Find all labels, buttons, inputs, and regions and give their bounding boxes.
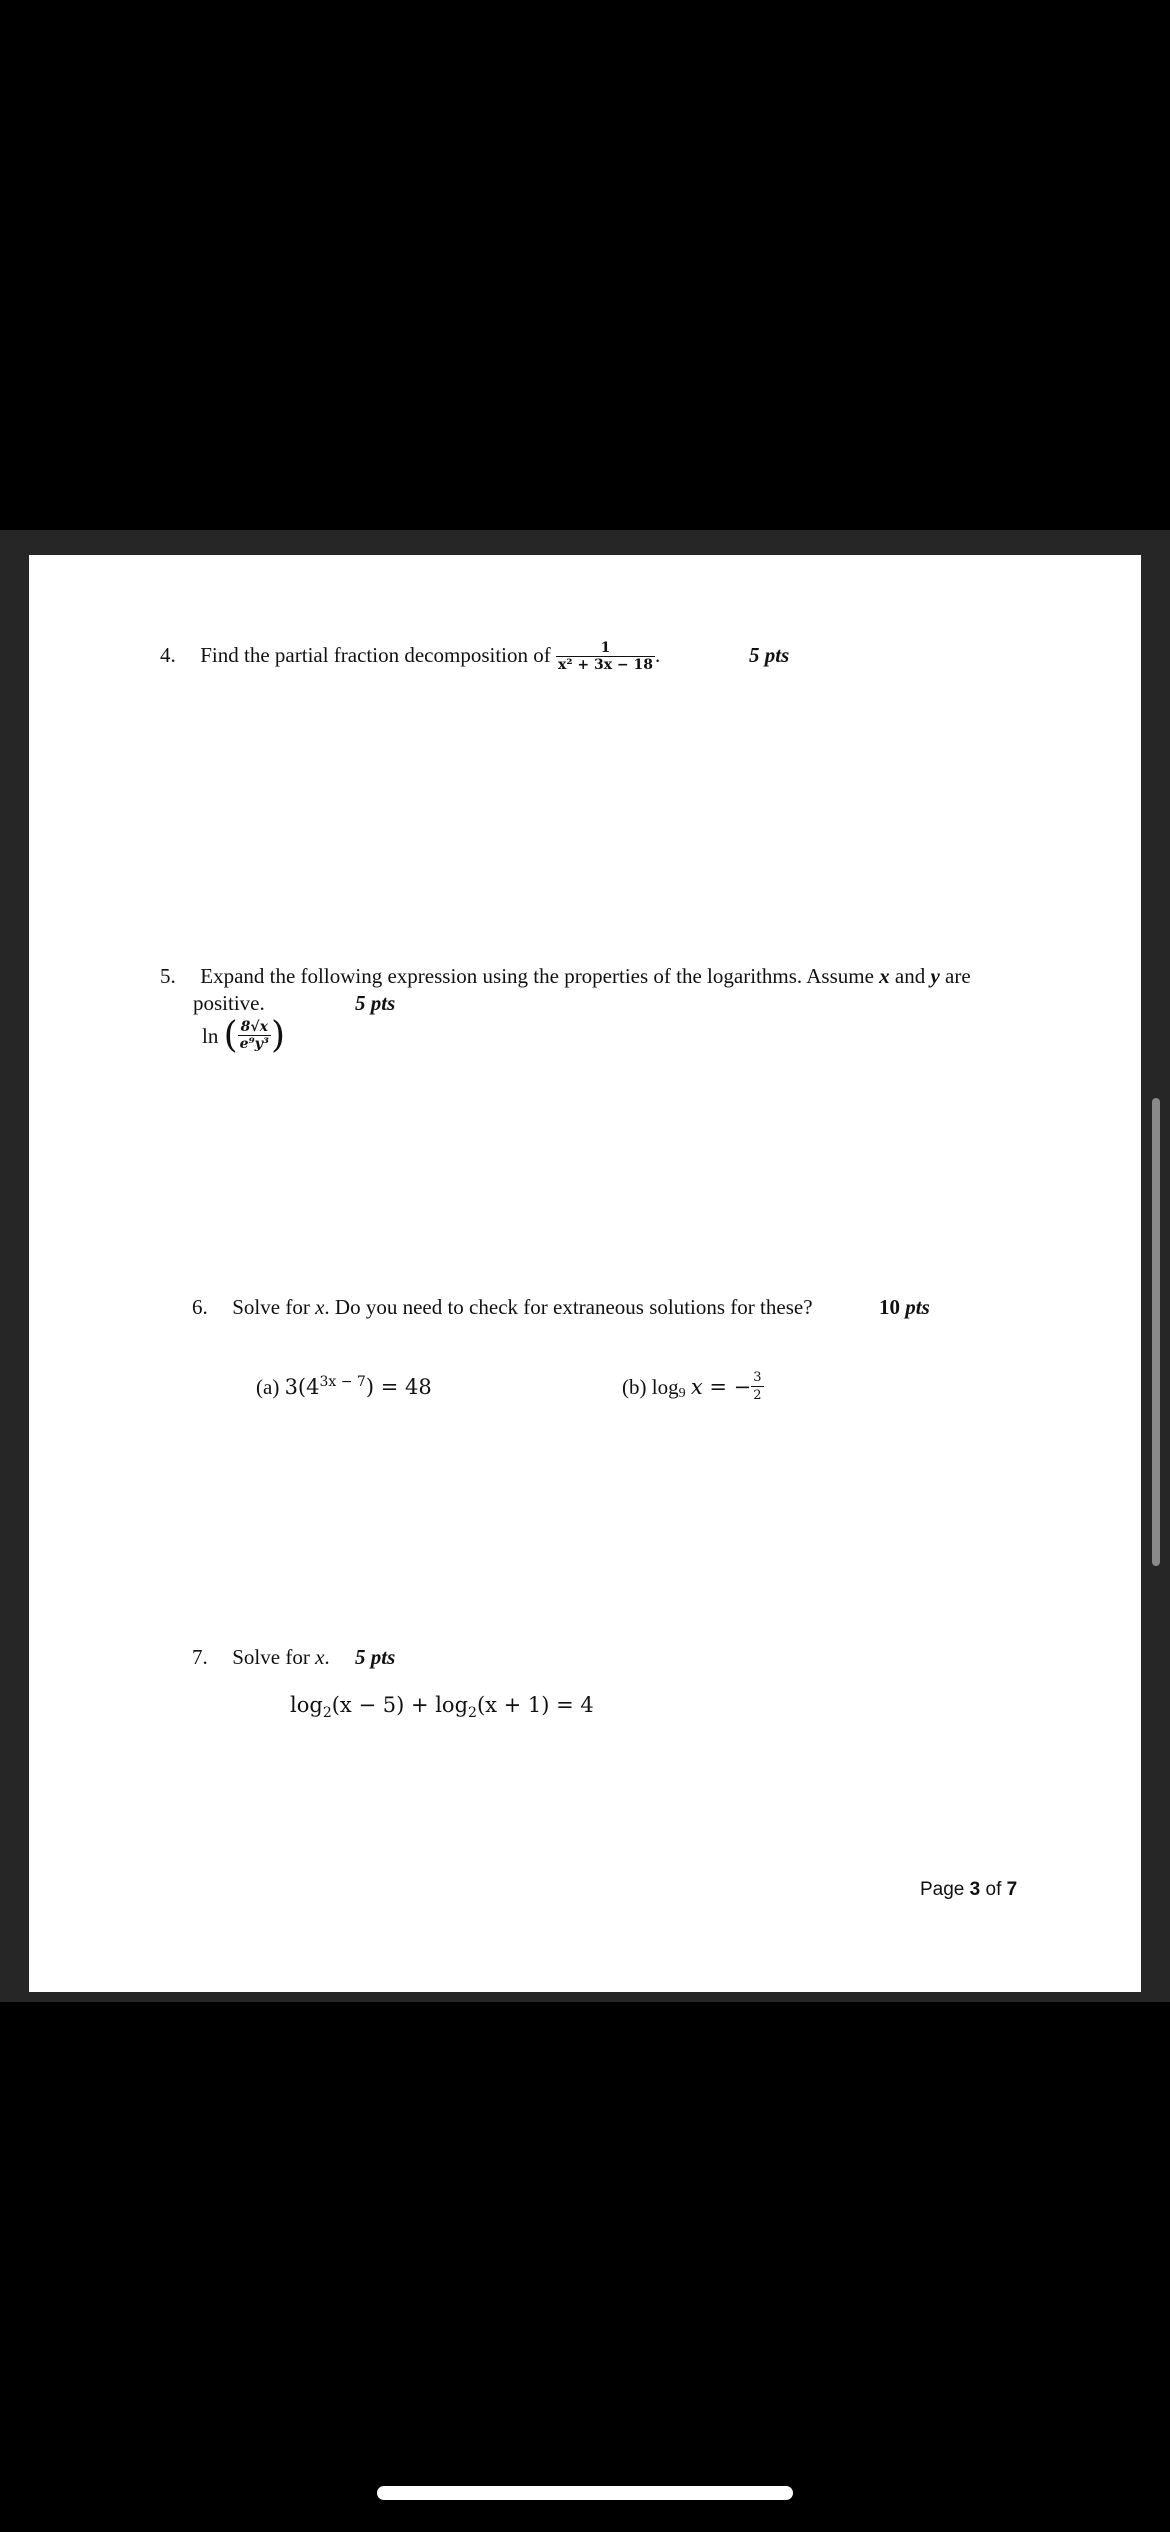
question-5 <box>160 963 971 989</box>
document-page <box>29 555 1141 1992</box>
eq-log-2: log <box>435 1693 469 1717</box>
part-a-exponent: 3x − 7 <box>319 1374 366 1390</box>
question-7-points: 5 pts <box>355 1645 396 1669</box>
question-4 <box>160 640 660 674</box>
question-5-var-y: y <box>930 964 940 988</box>
question-4-fraction <box>556 640 655 674</box>
question-4-points: 5 pts <box>749 643 790 667</box>
question-7-text-pre: Solve for <box>232 1645 316 1669</box>
question-5-points: 5 pts <box>355 991 396 1015</box>
eq-base-2: 2 <box>468 1705 477 1722</box>
question-4-numerator: 1 <box>600 640 611 656</box>
part-a-base: 3(4 <box>284 1375 320 1399</box>
question-7-equation <box>290 1692 594 1722</box>
question-6-number: 6. <box>192 1295 208 1319</box>
footer-of-word: of <box>985 1879 1002 1900</box>
question-7 <box>192 1644 330 1670</box>
question-6-points-unit: pts <box>905 1295 930 1319</box>
question-5-and: and <box>889 964 931 988</box>
question-5-number: 5. <box>160 964 176 988</box>
question-4-denominator: x² + 3x − 18 <box>558 657 654 673</box>
question-6-part-a-expression <box>285 1375 432 1399</box>
question-6-points-number: 10 <box>879 1295 900 1319</box>
question-4-text: Find the partial fraction decomposition of <box>200 642 551 667</box>
part-b-denominator: 2 <box>753 1388 762 1403</box>
footer-page-word: Page <box>920 1879 965 1900</box>
question-6 <box>192 1294 813 1320</box>
question-6-part-b-var: x <box>690 1375 703 1399</box>
question-5-denominator: e⁹y³ <box>239 1036 269 1052</box>
question-5-numerator: 8√x <box>240 1019 268 1035</box>
question-6-part-b-base: 9 <box>678 1386 686 1401</box>
home-indicator[interactable] <box>377 2486 793 2500</box>
question-4-period: . <box>655 642 661 667</box>
question-4-number: 4. <box>160 642 176 667</box>
question-5-text-pre: Expand the following expression using the properties of the logarithms. Assume <box>200 964 880 988</box>
question-7-number: 7. <box>192 1645 208 1669</box>
part-a-rest: ) = 48 <box>365 1375 432 1399</box>
question-6-part-a-label: (a) <box>256 1375 280 1399</box>
question-5-text-post: are <box>939 964 971 988</box>
right-paren-icon: ) <box>270 1015 285 1056</box>
footer-total-pages: 7 <box>1006 1879 1018 1900</box>
part-b-numerator: 3 <box>753 1370 762 1385</box>
left-paren-icon: ( <box>223 1015 238 1056</box>
question-5-ln: ln <box>202 1024 219 1048</box>
footer-current-page: 3 <box>969 1879 981 1900</box>
vertical-scrollbar[interactable] <box>1152 1098 1160 1566</box>
question-6-part-b-eq: = − <box>702 1375 752 1399</box>
eq-log-1: log <box>290 1693 323 1717</box>
question-6-var: x <box>315 1295 325 1319</box>
question-6-part-a <box>256 1374 432 1400</box>
eq-arg-1: (x − 5) + <box>331 1693 436 1717</box>
page-number-footer <box>920 1879 1017 1901</box>
question-6-part-b-log: log <box>651 1375 679 1399</box>
question-5-expression <box>202 1015 285 1056</box>
question-5-var-x: x <box>879 964 890 988</box>
question-6-text-pre: Solve for <box>232 1295 316 1319</box>
question-6-text-post: . Do you need to check for extraneous solutions for these? <box>324 1295 813 1319</box>
question-5-fraction <box>238 1019 271 1053</box>
question-7-var: x <box>315 1645 325 1669</box>
question-5-line-2: positive. <box>193 991 265 1015</box>
eq-arg-2: (x + 1) = 4 <box>476 1693 594 1717</box>
question-7-text-post: . <box>324 1645 330 1669</box>
question-6-part-b-fraction <box>751 1370 763 1404</box>
eq-base-1: 2 <box>322 1705 332 1722</box>
question-6-points <box>879 1295 930 1320</box>
question-6-part-b-label: (b) <box>622 1375 647 1399</box>
question-6-part-b <box>622 1370 764 1404</box>
